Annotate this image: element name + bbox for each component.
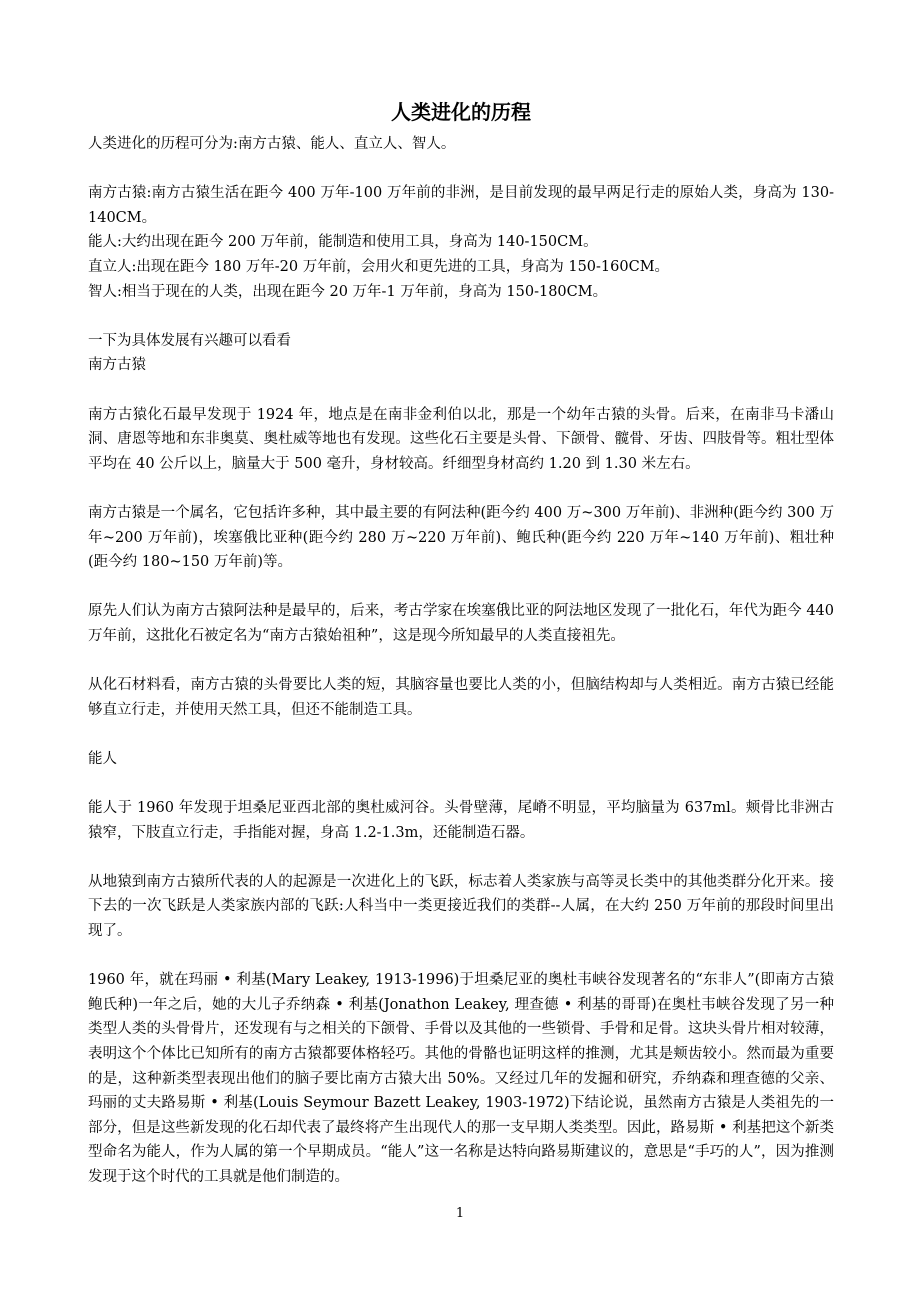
- section-heading: 能人: [88, 750, 117, 767]
- body-paragraph: 从地猿到南方古猿所代表的人的起源是一次进化上的飞跃，标志着人类家族与高等灵长类中的其他类群分化开来。接下去的一次飞跃是人类家族内部的飞跃:人科当中一类更接近我们的类群--人属，在大约 250 万年前的那段时间里出现了。: [88, 873, 834, 939]
- intro-paragraph: 人类进化的历程可分为:南方古猿、能人、直立人、智人。: [88, 136, 456, 152]
- spacer: [88, 575, 834, 600]
- summary-line: 直立人:出现在距今 180 万年-20 万年前，会用火和更先进的工具，身高为 150-160CM。: [88, 258, 670, 275]
- body-paragraph: 南方古猿是一个属名，它包括许多种，其中最主要的有阿法种(距今约 400 万~300 万年前)、非洲种(距今约 300 万年~200 万年前)，埃塞俄比亚种(距今约 280 万~220 万年前)、鲍氏种(距今约 220 万年~140 万年前)、粗壮种(距今约 180~150 万年前)等。: [88, 504, 834, 571]
- body-paragraph: 南方古猿化石最早发现于 1924 年，地点是在南非金利伯以北，那是一个幼年古猿的头骨。后来，在南非马卡潘山洞、唐恩等地和东非奥莫、奥杜威等地也有发现。这些化石主要是头骨、下颌骨、髋骨、牙齿、四肢骨等。粗壮型体平均在 40 公斤以上，脑量大于 500 毫升，身材较高。纤细型身材高约 1.20 到 1.30 米左右。: [88, 406, 834, 472]
- spacer: [88, 722, 834, 747]
- summary-line: 能人:大约出现在距今 200 万年前，能制造和使用工具，身高为 140-150CM。: [88, 234, 598, 251]
- spacer: [88, 157, 834, 182]
- spacer: [88, 771, 834, 796]
- body-paragraph: 1960 年，就在玛丽 • 利基(Mary Leakey, 1913-1996)于坦桑尼亚的奥杜韦峡谷发现著名的“东非人”(即南方古猿鲍氏种)一年之后，她的大儿子乔纳森 • 利基(Jonathon Leakey, 理查德 • 利基的哥哥)在奥杜韦峡谷发现了另一种类型人类的头骨骨片，还发现有与之相关的下颌骨、手骨以及其他的一些锁骨、手骨和足骨。这块头骨片相对较薄，表明这个个体比已知所有的南方古猿都要体格轻巧。其他的骨骼也证明这样的推测，尤其是颊齿较小。然而最为重要的是，这种新类型表现出他们的脑子要比南方古猿大出 50%。又经过几年的发掘和研究，乔纳森和理查德的父亲、玛丽的丈夫路易斯 • 利基(Louis Seymour Bazett Leakey, 1903-1972)下结论说，虽然南方古猿是人类祖先的一部分，但是这些新发现的化石却代表了最终将产生出现代人的那一支早期人类类型。因此，路易斯 • 利基把这个新类型命名为能人，作为人属的第一个早期成员。“能人”这一名称是达特向路易斯建议的，意思是“手巧的人”，因为推测发现于这个时代的工具就是他们制造的。: [88, 972, 834, 1185]
- body-paragraph: 能人于 1960 年发现于坦桑尼亚西北部的奥杜威河谷。头骨壁薄，尾嵴不明显，平均脑量为 637ml。颊骨比非洲古猿窄，下肢直立行走，手指能对握，身高 1.2-1.3m，还能制造石器。: [88, 800, 834, 841]
- spacer: [88, 648, 834, 673]
- spacer: [88, 378, 834, 403]
- body-paragraph: 从化石材料看，南方古猿的头骨要比人类的短，其脑容量也要比人类的小，但脑结构却与人类相近。南方古猿已经能够直立行走，并使用天然工具，但还不能制造工具。: [88, 677, 834, 718]
- more-line: 一下为具体发展有兴趣可以看看: [88, 332, 291, 349]
- spacer: [88, 304, 834, 329]
- document-page: [88, 96, 834, 1190]
- body-paragraph: 原先人们认为南方古猿阿法种是最早的，后来，考古学家在埃塞俄比亚的阿法地区发现了一批化石，年代为距今 440 万年前，这批化石被定名为“南方古猿始祖种”，这是现今所知最早的人类直接祖先。: [88, 603, 834, 644]
- spacer: [88, 476, 834, 501]
- section-heading: 南方古猿: [88, 357, 146, 374]
- spacer: [88, 944, 834, 969]
- page-number: 1: [455, 1206, 465, 1221]
- spacer: [88, 845, 834, 870]
- summary-line: 智人:相当于现在的人类，出现在距今 20 万年-1 万年前，身高为 150-180CM。: [88, 283, 608, 300]
- document-title: 人类进化的历程: [391, 100, 531, 124]
- summary-line: 南方古猿:南方古猿生活在距今 400 万年-100 万年前的非洲，是目前发现的最早两足行走的原始人类，身高为 130-140CM。: [88, 185, 834, 226]
